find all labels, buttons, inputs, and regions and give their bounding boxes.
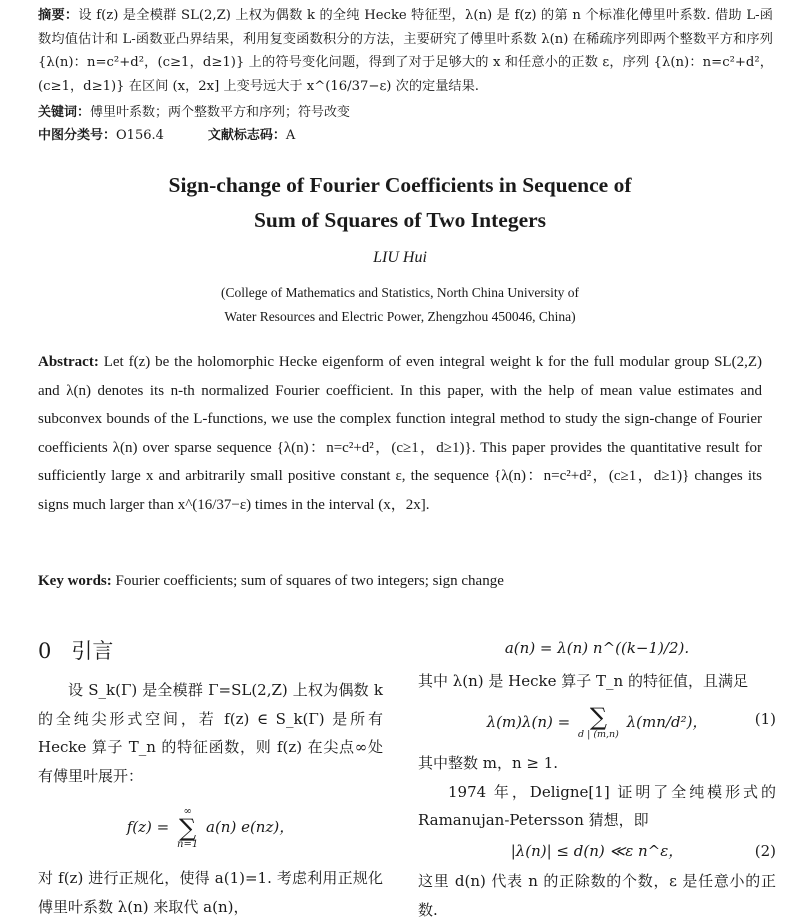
english-keywords (38, 573, 504, 590)
sigma-symbol: ∑ (179, 814, 197, 842)
chinese-abstract (38, 4, 773, 98)
affiliation (0, 281, 800, 329)
left-column (38, 634, 383, 921)
section-heading (38, 634, 383, 668)
classification-row (38, 124, 350, 147)
right-column (418, 634, 776, 924)
right-paragraph-3: 1974 年，Deligne[1] 证明了全纯模形式的 Ramanujan-Petersson 猜想，即 (418, 782, 776, 829)
title-line-2: Sum of Squares of Two Integers (253, 208, 547, 232)
english-keywords-text: Fourier coefficients; sum of squares of two integers; sign change (115, 573, 504, 589)
deligne-bound-equation (418, 837, 776, 866)
author-name: LIU Hui (373, 249, 427, 266)
section-title: 引言 (71, 639, 114, 663)
paper-title (0, 168, 800, 238)
right-paragraph-4: 这里 d(n) 代表 n 的正除数的个数，ε 是任意小的正数. (418, 872, 776, 919)
affiliation-line-2: Water Resources and Electric Power, Zhengzhou 450046, China) (224, 309, 576, 324)
hecke-relation-equation (418, 705, 776, 741)
classification-value: O156.4 (116, 128, 164, 143)
title-line-1: Sign-change of Fourier Coefficients in Sequence of (168, 173, 632, 197)
fourier-sum-upper: ∞ (183, 806, 192, 817)
fourier-eq-summation (177, 806, 198, 850)
hecke-eq-rhs: λ(mn/d²)， (626, 713, 708, 731)
fourier-eq-lhs: f(z) = (126, 818, 170, 836)
hecke-eq-lhs: λ(m)λ(n) = (486, 713, 571, 731)
deligne-eq-body: |λ(n)| ≤ d(n) ≪ε n^ε， (510, 841, 684, 860)
chinese-meta (38, 101, 350, 147)
right-paragraph-2: 其中整数 m，n ≥ 1. (418, 754, 559, 772)
english-abstract (38, 348, 762, 520)
document-code-value: A (285, 128, 296, 143)
chinese-abstract-text: 设 f(z) 是全模群 SL(2,Z) 上权为偶数 k 的全纯 Hecke 特征型，λ(n) 是 f(z) 的第 n 个标准化傅里叶系数. 借助 L-函数均值估计和 L-函数亚凸界结果，利用复变函数积分的方法，主要研究了傅里叶系数 λ(n) 在稀疏序列即两个整数平方和序列 {λ(n)：n=c²+d²，(c≥1，d≥1)} 上的符号变化问题，得到了对于足够大的 x 和任意小的正数 ε，序列 {λ(n)：n=c²+d²，(c≥1，d≥1)} 在区间 (x，2x] 上变号远大于 x^(16/37−ε) 次的定量结果. (38, 8, 773, 94)
intro-paragraph-1: 设 S_k(Γ) 是全模群 Γ=SL(2,Z) 上权为偶数 k 的全纯尖形式空间，若 f(z) ∈ S_k(Γ) 是所有 Hecke 算子 T_n 的特征函数，则 f(z) 在尖点∞处有傅里叶展开： (38, 681, 383, 785)
english-keywords-label: Key words: (38, 573, 112, 589)
equation-number-2: (2) (754, 841, 776, 860)
chinese-abstract-label: 摘要： (38, 8, 79, 23)
english-abstract-text: Let f(z) be the holomorphic Hecke eigenform of even integral weight k for the full modular group SL(2,Z) and λ(n) denotes its n-th normalized Fourier coefficient. In this paper, with the help of mean value estimates and subconvex bounds of the L-functions, we use the complex function integral method to study the sign-change of Fourier coefficients λ(n) over sparse sequence {λ(n)：n=c²+d²，(c≥1，d≥1)}. This paper provides the quantitative result for sufficiently large x and arbitrarily small positive constant ε, the sequence {λ(n)：n=c²+d²，(c≥1，d≥1)} changes its signs much larger than x^(16/37−ε) times in the interval (x，2x]. (38, 354, 763, 513)
fourier-eq-rhs: a(n) e(nz)， (206, 818, 295, 836)
hecke-eq-summation (578, 705, 619, 741)
intro-paragraph-2: 对 f(z) 进行正规化，使得 a(1)=1. 考虑利用正规化傅里叶系数 λ(n) 来取代 a(n)， (38, 869, 383, 916)
document-code-label: 文献标志码： (207, 128, 286, 143)
chinese-keywords-label: 关键词： (38, 105, 91, 120)
right-paragraph-1: 其中 λ(n) 是 Hecke 算子 T_n 的特征值，且满足 (418, 671, 748, 690)
chinese-keywords (38, 101, 350, 124)
chinese-keywords-text: 傅里叶系数；两个整数平方和序列；符号改变 (90, 105, 351, 120)
fourier-expansion-equation (38, 806, 383, 850)
fourier-sum-lower: n=1 (177, 839, 199, 850)
hecke-sum-lower: d | (m,n) (578, 729, 619, 740)
section-number: 0 (38, 639, 52, 663)
equation-number-1: (1) (754, 710, 776, 728)
english-abstract-label: Abstract: (38, 354, 99, 370)
sigma-symbol: ∑ (589, 703, 608, 731)
classification-label: 中图分类号： (38, 128, 117, 143)
affiliation-line-1: (College of Mathematics and Statistics, North China University of (220, 285, 580, 300)
normalization-equation: a(n) = λ(n) n^((k−1)/2). (504, 639, 690, 657)
